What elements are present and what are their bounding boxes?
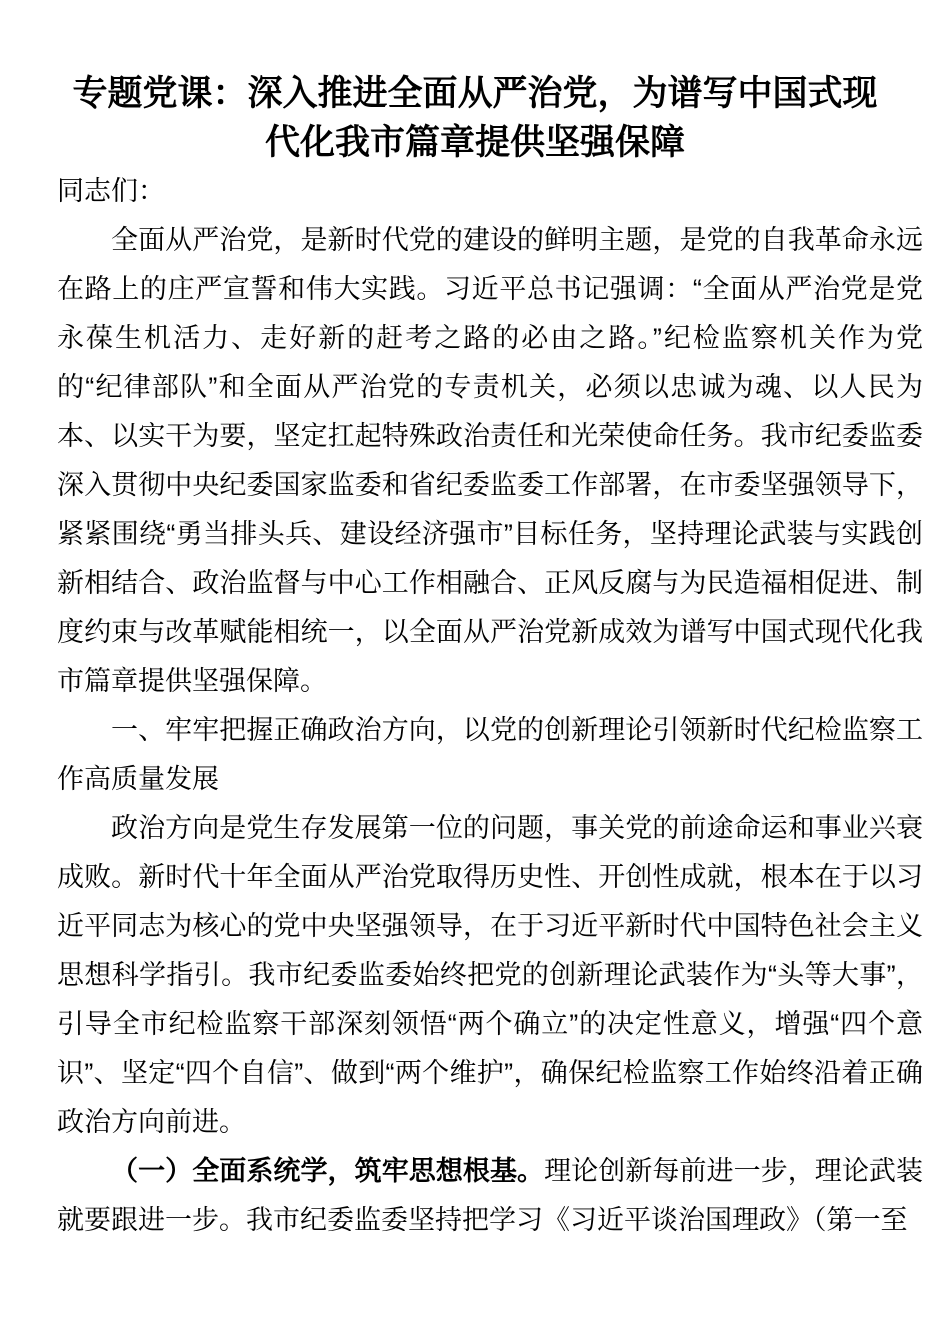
paragraph-intro: 全面从严治党，是新时代党的建设的鲜明主题，是党的自我革命永远在路上的庄严宣誓和伟大实践。习近平总书记强调：“全面从严治党是党永葆生机活力、走好新的赶考之路的必由之路。”纪检监察机关作为党的“纪律部队”和全面从严治党的专责机关，必须以忠诚为魂、以人民为本、以实干为要，坚定扛起特殊政治责任和光荣使命任务。我市纪委监委深入贯彻中央纪委国家监委和省纪委监委工作部署，在市委坚强领导下，紧紧围绕“勇当排头兵、建设经济强市”目标任务，坚持理论武装与实践创新相结合、政治监督与中心工作相融合、正风反腐与为民造福相促进、制度约束与改革赋能相统一，以全面从严治党新成效为谱写中国式现代化我市篇章提供坚强保障。 — [57, 225, 923, 696]
paragraph-political-direction: 政治方向是党生存发展第一位的问题，事关党的前途命运和事业兴衰成败。新时代十年全面从严治党取得历史性、开创性成就，根本在于以习近平同志为核心的党中央坚强领导，在于习近平新时代中国特色社会主义思想科学指引。我市纪委监委始终把党的创新理论武装作为“头等大事”，引导全市纪检监察干部深刻领悟“两个确立”的决定性意义，增强“四个意识”、坚定“四个自信”、做到“两个维护”，确保纪检监察工作始终沿着正确政治方向前进。 — [57, 813, 923, 1137]
section-1-heading: 一、牢牢把握正确政治方向，以党的创新理论引领新时代纪检监察工作高质量发展 — [57, 715, 923, 794]
salutation: 同志们： — [57, 176, 165, 206]
paragraph-systematic-study-continuation: 理论创新每前进一步，理论武装就要跟进一步。我市纪委监委坚持把学习《习近平谈治国理政》（第一至 — [57, 1156, 924, 1235]
paragraph-systematic-study — [57, 1147, 923, 1245]
paragraph-systematic-study-lead: （一）全面系统学，筑牢思想根基。 — [111, 1156, 545, 1186]
document-body — [0, 167, 950, 1245]
document-title: 专题党课：深入推进全面从严治党，为谱写中国式现代化我市篇章提供坚强保障 — [72, 74, 878, 162]
